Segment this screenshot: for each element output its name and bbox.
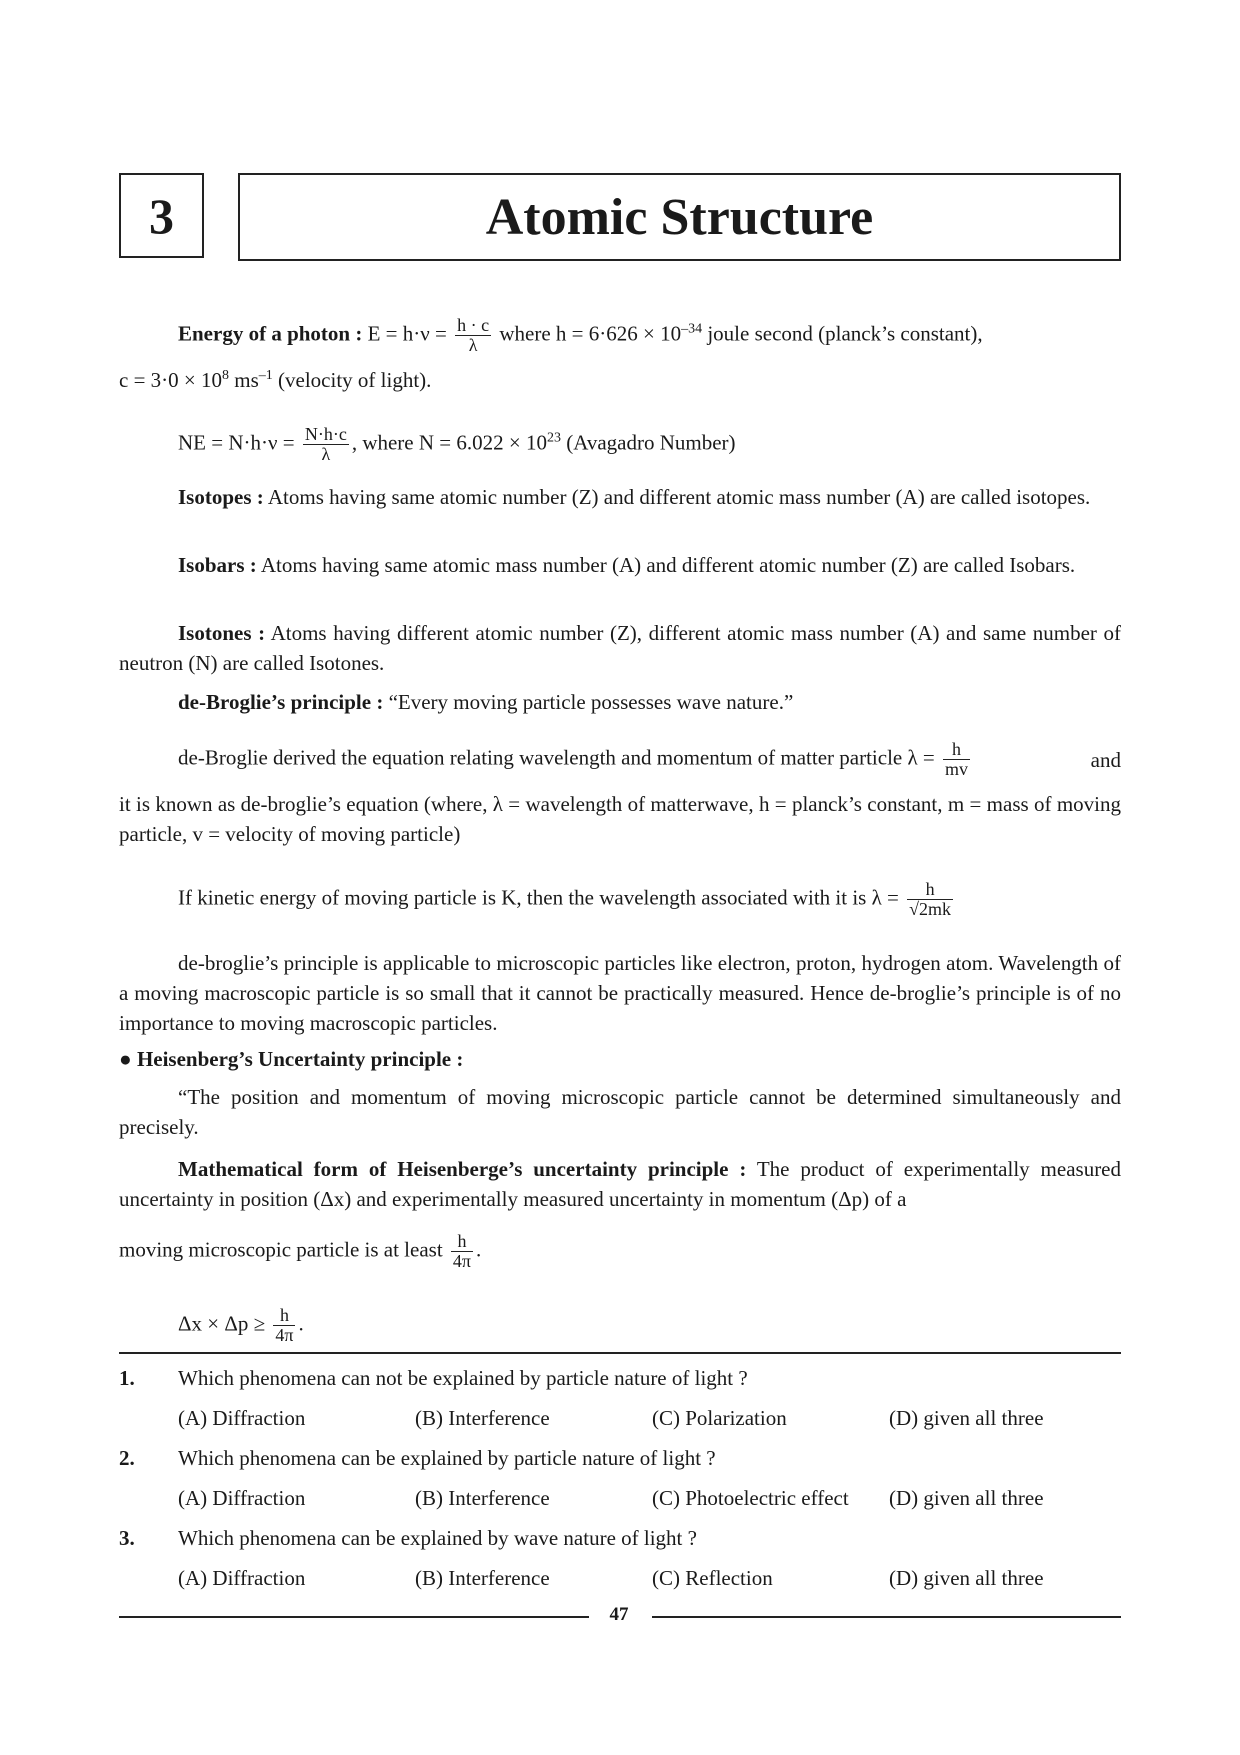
debroglie-principle	[119, 687, 1121, 717]
bullet-icon: ●	[119, 1047, 132, 1071]
ke-frac-den: √2mk	[909, 899, 952, 919]
debroglie-eq-intro: de-Broglie derived the equation relating wavelength and momentum of matter particle λ =	[178, 745, 935, 770]
option-b: (B) Interference	[415, 1566, 550, 1590]
isotopes-text: Atoms having same atomic number (Z) and different atomic mass number (A) are called isotopes.	[267, 485, 1091, 509]
photon-tail: joule second (planck’s constant),	[707, 321, 983, 346]
least-frac-den: 4π	[452, 1251, 471, 1271]
section-divider	[119, 1352, 1121, 1354]
debroglie-equation-desc	[119, 789, 1121, 849]
ne-fraction	[303, 425, 349, 464]
ke-frac-num: h	[907, 880, 953, 900]
heisenberg-inequality	[178, 1306, 304, 1345]
heisenberg-quote	[119, 1082, 1121, 1142]
inequality-fraction	[273, 1306, 295, 1345]
question-text: Which phenomena can not be explained by particle nature of light ?	[178, 1366, 748, 1390]
ne-mid: , where N = 6.022 × 10	[351, 430, 547, 455]
heisenberg-least-text: moving microscopic particle is at least	[119, 1237, 443, 1262]
ne-tail: (Avagadro Number)	[566, 430, 736, 455]
debroglie-text: “Every moving particle possesses wave nature.”	[388, 690, 794, 714]
ineq-frac-num: h	[273, 1306, 295, 1326]
ineq-frac-den: 4π	[275, 1325, 294, 1345]
debroglie-frac-num: h	[943, 740, 970, 760]
option-a: (A) Diffraction	[178, 1486, 306, 1510]
photon-c-desc: (velocity of light).	[278, 368, 432, 392]
heisenberg-quote-text: “The position and momentum of moving microscopic particle cannot be determined simultaneously and precisely.	[119, 1085, 1121, 1139]
chapter-number-box	[119, 173, 204, 258]
isotones-text: Atoms having different atomic number (Z), different atomic mass number (A) and same number of neutron (N) are called Isotones.	[119, 621, 1121, 675]
isotones-label: Isotones :	[178, 621, 266, 645]
least-frac-num: h	[451, 1232, 473, 1252]
ineq-period: .	[298, 1311, 304, 1336]
isobars-label: Isobars :	[178, 553, 257, 577]
photon-line-1	[178, 316, 983, 355]
photon-c-exp: 8	[222, 368, 230, 383]
isotopes-paragraph	[119, 482, 1121, 512]
heisenberg-math-form	[119, 1154, 1121, 1214]
debroglie-frac-den: mv	[945, 759, 969, 779]
photon-c-unit: ms	[234, 368, 259, 392]
heisenberg-least-line	[119, 1232, 481, 1271]
question-number: 3.	[119, 1526, 135, 1550]
option-b: (B) Interference	[415, 1486, 550, 1510]
photon-c-value: c = 3·0 × 10	[119, 368, 223, 392]
option-c: (C) Photoelectric effect	[652, 1486, 849, 1510]
footer-rule-left	[119, 1616, 589, 1618]
question-text: Which phenomena can be explained by particle nature of light ?	[178, 1446, 716, 1470]
option-d: (D) given all three	[889, 1406, 1044, 1430]
ne-exp: 23	[546, 430, 561, 446]
heisenberg-title: Heisenberg’s Uncertainty principle :	[136, 1047, 464, 1071]
heisenberg-least-fraction	[451, 1232, 473, 1271]
photon-c-unit-exp: –1	[258, 368, 273, 383]
footer-rule-right	[652, 1616, 1121, 1618]
least-period: .	[476, 1237, 482, 1262]
heisenberg-math-label: Mathematical form of Heisenberge’s uncertainty principle :	[178, 1157, 747, 1181]
photon-h-exp: –34	[681, 321, 703, 337]
ne-frac-den: λ	[321, 444, 331, 464]
debroglie-applicable-text: de-broglie’s principle is applicable to microscopic particles like electron, proton, hydrogen atom. Wavelength of a moving macroscopic particle is so small that it cannot be practically measured. Hence de-broglie’s principle is of no importance to moving macroscopic particles.	[119, 951, 1121, 1035]
inequality-lhs: Δx × Δp ≥	[178, 1311, 266, 1336]
option-b: (B) Interference	[415, 1406, 550, 1430]
option-d: (D) given all three	[889, 1486, 1044, 1510]
photon-label: Energy of a photon :	[178, 321, 363, 346]
debroglie-fraction	[943, 740, 970, 779]
photon-mid: where h = 6·626 × 10	[499, 321, 682, 346]
chapter-number: 3	[149, 187, 174, 244]
isotones-paragraph	[119, 618, 1121, 678]
option-c: (C) Reflection	[652, 1566, 773, 1590]
option-a: (A) Diffraction	[178, 1406, 306, 1430]
option-a: (A) Diffraction	[178, 1566, 306, 1590]
photon-frac-den: λ	[468, 335, 478, 355]
question-number: 2.	[119, 1446, 135, 1470]
option-c: (C) Polarization	[652, 1406, 787, 1430]
photon-lhs: E = h·ν =	[367, 321, 447, 346]
question-number: 1.	[119, 1366, 135, 1390]
ke-text: If kinetic energy of moving particle is K, then the wavelength associated with it is λ =	[178, 885, 899, 910]
isobars-text: Atoms having same atomic mass number (A) and different atomic number (Z) are called Isobars.	[260, 553, 1076, 577]
option-d: (D) given all three	[889, 1566, 1044, 1590]
photon-fraction	[455, 316, 491, 355]
heisenberg-heading	[119, 1044, 463, 1074]
question-text: Which phenomena can be explained by wave nature of light ?	[178, 1526, 697, 1550]
ne-lhs: NE = N·h·ν =	[178, 430, 295, 455]
debroglie-eq-desc-text: it is known as de-broglie’s equation (where, λ = wavelength of matterwave, h = planck’s constant, m = mass of moving particle, v = velocity of moving particle)	[119, 792, 1121, 846]
kinetic-energy-line	[178, 880, 956, 919]
debroglie-eq-and: and	[1090, 747, 1121, 772]
ke-fraction	[907, 880, 953, 919]
debroglie-eq-left	[178, 740, 973, 779]
isotopes-label: Isotopes :	[178, 485, 264, 509]
photon-line-2	[119, 365, 431, 395]
ne-equation-line	[178, 425, 736, 464]
chapter-title: Atomic Structure	[485, 188, 874, 246]
debroglie-equation-line	[178, 740, 1121, 779]
ne-frac-num: N·h·c	[304, 424, 347, 444]
photon-frac-num: h · c	[457, 315, 490, 335]
debroglie-label: de-Broglie’s principle :	[178, 690, 384, 714]
debroglie-applicability	[119, 948, 1121, 1038]
heisenberg-math-text: The product of experimentally measured uncertainty in position (Δx) and experimentally measured uncertainty in momentum (Δp) of a	[119, 1157, 1122, 1211]
isobars-paragraph	[119, 550, 1121, 580]
page-number: 47	[609, 1604, 629, 1625]
chapter-title-box	[238, 173, 1121, 261]
